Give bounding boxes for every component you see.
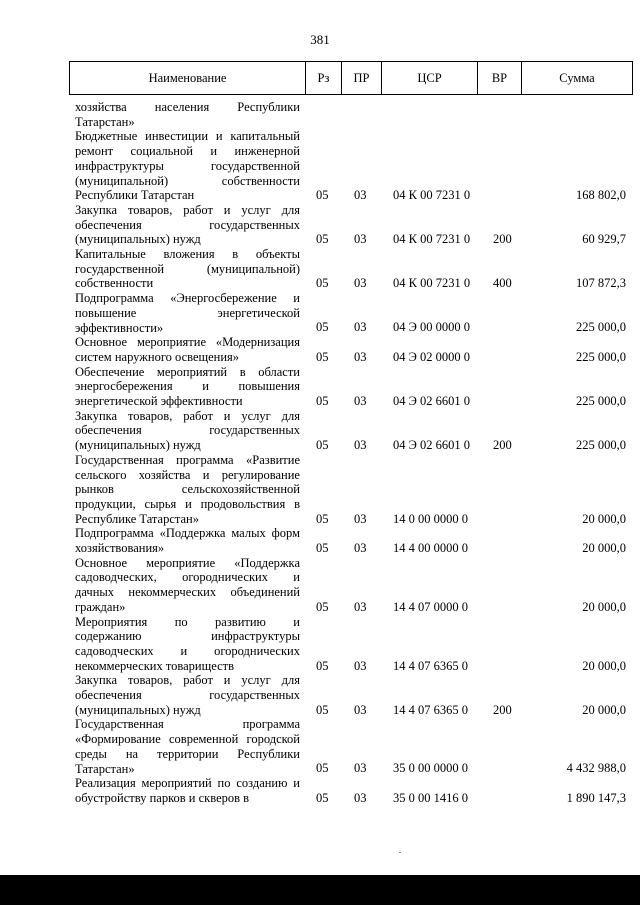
row-name-line: собственности: [75, 276, 154, 291]
table-row: [0, 526, 640, 555]
row-rz: 05: [316, 393, 329, 408]
row-rz: 05: [316, 790, 329, 805]
row-name-line: обеспечения государственных: [75, 423, 300, 438]
column-header-sum: Сумма: [559, 70, 595, 85]
row-pr: 03: [354, 790, 367, 805]
row-pr: 03: [354, 702, 367, 717]
row-name-line: энергетической эффективности: [75, 394, 243, 408]
row-csr: 04 К 00 7231 0: [393, 188, 471, 203]
row-name-line: среды на территории Республики: [75, 746, 300, 761]
row-name: [75, 247, 300, 291]
row-sum: 225 000,0: [576, 438, 626, 453]
row-csr: 14 4 07 6365 0: [393, 702, 468, 717]
row-name-line: Подпрограмма «Поддержка малых форм: [75, 526, 300, 541]
row-name-line: Основное мероприятие «Модернизация: [75, 335, 300, 350]
column-header-csr: ЦСР: [382, 62, 478, 94]
row-rz: 05: [316, 599, 329, 614]
column-header-vr: ВР: [478, 62, 522, 94]
row-name-line: продукции, сырья и продовольствия в: [75, 496, 300, 511]
row-pr: 03: [354, 540, 367, 555]
row-name-line: Государственная программа: [75, 717, 300, 732]
row-sum: 20 000,0: [582, 702, 626, 717]
row-name: [75, 203, 300, 247]
row-csr: 04 Э 02 0000 0: [393, 349, 471, 364]
row-name-line: хозяйства населения Республики: [75, 100, 300, 114]
row-name-line: некоммерческих товариществ: [75, 658, 234, 673]
row-name-line: граждан»: [75, 599, 126, 614]
row-sum: 60 929,7: [582, 232, 626, 247]
row-csr: 14 0 00 0000 0: [393, 511, 468, 526]
row-sum: 107 872,3: [576, 276, 626, 291]
row-name-line: Республики Татарстан: [75, 188, 195, 203]
row-name-line: обеспечения государственных: [75, 688, 300, 702]
row-name-line: обустройству парков и скверов в: [75, 790, 250, 805]
row-name-line: Закупка товаров, работ и услуг для: [75, 202, 300, 217]
row-name-line: Республике Татарстан»: [75, 511, 199, 526]
row-name-line: Подпрограмма «Энергосбережение и: [75, 291, 300, 306]
column-header-rz: Рз: [306, 62, 342, 94]
row-name-line: Государственная программа «Развитие: [75, 452, 300, 467]
row-csr: 04 Э 00 0000 0: [393, 320, 471, 335]
row-name: [75, 100, 300, 129]
row-name-line: садоводческих и огороднических: [75, 643, 300, 658]
row-pr: 03: [354, 232, 367, 247]
row-vr: 200: [493, 232, 512, 247]
row-name-line: (муниципальных) нужд: [75, 438, 201, 453]
row-name-line: Закупка товаров, работ и услуг для: [75, 673, 300, 688]
row-sum: 20 000,0: [582, 540, 626, 555]
row-rz: 05: [316, 320, 329, 335]
row-name-line: дачных некоммерческих объединений: [75, 585, 300, 600]
row-csr: 35 0 00 1416 0: [393, 790, 468, 805]
table-row: [0, 365, 640, 409]
row-sum: 1 890 147,3: [566, 790, 626, 805]
row-name-line: Татарстан»: [75, 114, 135, 129]
row-pr: 03: [354, 511, 367, 526]
row-name-line: Татарстан»: [75, 761, 135, 776]
row-pr: 03: [354, 761, 367, 776]
row-sum: 4 432 988,0: [566, 761, 626, 776]
scan-speck: [399, 852, 401, 853]
row-pr: 03: [354, 599, 367, 614]
row-rz: 05: [316, 232, 329, 247]
row-rz: 05: [316, 276, 329, 291]
row-name-line: инфраструктуры государственной: [75, 158, 300, 173]
row-csr: 04 Э 02 6601 0: [393, 438, 471, 453]
row-name-line: энергосбережения и повышения: [75, 379, 300, 394]
row-name: [75, 335, 300, 364]
table-row: [0, 291, 640, 335]
row-name: [75, 526, 300, 555]
row-name: [75, 615, 300, 674]
table-row: [0, 129, 640, 203]
row-pr: 03: [354, 658, 367, 673]
row-rz: 05: [316, 761, 329, 776]
row-name: [75, 291, 300, 335]
row-sum: 20 000,0: [582, 599, 626, 614]
row-rz: 05: [316, 349, 329, 364]
row-csr: 04 К 00 7231 0: [393, 276, 471, 291]
row-rz: 05: [316, 188, 329, 203]
row-name-line: Мероприятия по развитию и: [75, 614, 300, 629]
row-name: [75, 776, 300, 805]
table-header: [69, 61, 633, 95]
table-row: [0, 409, 640, 453]
row-csr: 04 Э 02 6601 0: [393, 393, 471, 408]
row-name: [75, 453, 300, 527]
table-row: [0, 717, 640, 776]
row-name-line: Капитальные вложения в объекты: [75, 247, 300, 261]
row-pr: 03: [354, 276, 367, 291]
row-pr: 03: [354, 188, 367, 203]
row-sum: 20 000,0: [582, 658, 626, 673]
row-name: [75, 129, 300, 203]
row-name-line: систем наружного освещения»: [75, 349, 240, 364]
row-name-line: обеспечения государственных: [75, 217, 300, 232]
row-name-line: (муниципальных) нужд: [75, 232, 201, 247]
table-row: [0, 335, 640, 364]
row-name-line: государственной (муниципальной): [75, 261, 300, 276]
table-row: [0, 203, 640, 247]
table-row: [0, 247, 640, 291]
column-header-pr: ПР: [342, 62, 382, 94]
row-name-line: Основное мероприятие «Поддержка: [75, 555, 300, 570]
row-vr: 400: [493, 276, 512, 291]
row-sum: 20 000,0: [582, 511, 626, 526]
row-name-line: рынков сельскохозяйственной: [75, 482, 300, 497]
row-pr: 03: [354, 320, 367, 335]
row-name-line: Бюджетные инвестиции и капитальный: [75, 129, 300, 144]
row-name-line: (муниципальных) нужд: [75, 702, 201, 717]
row-name-line: садоводческих, огороднических и: [75, 570, 300, 585]
row-rz: 05: [316, 438, 329, 453]
row-rz: 05: [316, 511, 329, 526]
row-name-line: «Формирование современной городской: [75, 732, 300, 747]
row-pr: 03: [354, 349, 367, 364]
row-name: [75, 409, 300, 453]
row-sum: 225 000,0: [576, 349, 626, 364]
row-name-line: повышение энергетической: [75, 305, 300, 320]
table-row: [0, 100, 640, 129]
table-row: [0, 776, 640, 805]
row-name-line: Обеспечение мероприятий в области: [75, 364, 300, 379]
row-rz: 05: [316, 540, 329, 555]
row-name-line: хозяйствования»: [75, 541, 165, 555]
row-rz: 05: [316, 658, 329, 673]
column-header-name: Наименование: [70, 62, 306, 94]
row-name-line: (муниципальной) собственности: [75, 173, 300, 188]
row-name-line: Закупка товаров, работ и услуг для: [75, 408, 300, 423]
table-row: [0, 673, 640, 717]
table-row: [0, 453, 640, 527]
row-csr: 14 4 00 0000 0: [393, 540, 468, 555]
row-csr: 35 0 00 0000 0: [393, 761, 468, 776]
table-row: [0, 615, 640, 674]
row-name: [75, 673, 300, 717]
row-name: [75, 365, 300, 409]
row-name-line: Реализация мероприятий по созданию и: [75, 776, 300, 791]
row-name-line: содержанию инфраструктуры: [75, 629, 300, 644]
row-pr: 03: [354, 438, 367, 453]
row-csr: 14 4 07 6365 0: [393, 658, 468, 673]
row-vr: 200: [493, 438, 512, 453]
row-sum: 225 000,0: [576, 320, 626, 335]
row-pr: 03: [354, 393, 367, 408]
row-name: [75, 717, 300, 776]
row-csr: 14 4 07 0000 0: [393, 599, 468, 614]
row-sum: 225 000,0: [576, 393, 626, 408]
row-name-line: эффективности»: [75, 320, 164, 335]
row-name-line: ремонт социальной и инженерной: [75, 144, 300, 159]
row-csr: 04 К 00 7231 0: [393, 232, 471, 247]
row-name: [75, 556, 300, 615]
table-row: [0, 556, 640, 615]
row-name-line: сельского хозяйства и регулирование: [75, 467, 300, 482]
row-rz: 05: [316, 702, 329, 717]
row-sum: 168 802,0: [576, 188, 626, 203]
scan-border-bottom: [0, 875, 640, 905]
row-vr: 200: [493, 702, 512, 717]
page-number: 381: [310, 32, 330, 47]
